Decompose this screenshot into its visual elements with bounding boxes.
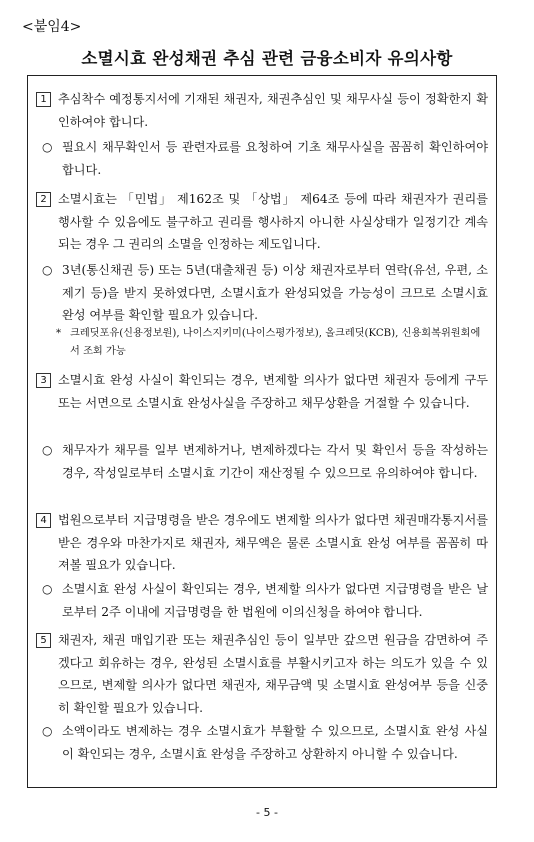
section-text: 추심착수 예정통지서에 기재된 채권자, 채권추심인 및 채무사실 등이 정확한지 확인하여야 합니다. [58, 92, 488, 129]
notice-box [27, 75, 497, 788]
sub-text: 소멸시효 완성 사실이 확인되는 경우, 변제할 의사가 없다면 지급명령을 받은 날로부터 2주 이내에 지급명령을 한 법원에 이의신청을 하여야 합니다. [62, 582, 488, 619]
section-3 [36, 369, 488, 414]
section-text: 소멸시효 완성 사실이 확인되는 경우, 변제할 의사가 없다면 채권자 등에게 구두 또는 서면으로 소멸시효 완성사실을 주장하고 채무상환을 거절할 수 있습니다. [58, 373, 488, 410]
section-1-sub [42, 136, 488, 181]
section-5 [36, 629, 488, 719]
section-text: 소멸시효는 「민법」 제162조 및 「상법」 제64조 등에 따라 채권자가 권리를 행사할 수 있음에도 불구하고 권리를 행사하지 아니한 사실상태가 일정기간 계속되는 경우 그 권리의 소멸을 인정하는 제도입니다. [58, 192, 488, 251]
bullet-mark: ○ [42, 443, 53, 457]
note-text: 크레딧포유(신용정보원), 나이스지키미(나이스평가정보), 올크레딧(KCB), 신용회복위원회에서 조회 가능 [70, 328, 481, 357]
section-number: 4 [36, 513, 51, 528]
bullet-mark: ○ [42, 140, 53, 154]
section-text: 채권자, 채권 매입기관 또는 채권추심인 등이 일부만 갚으면 원금을 감면하여 주겠다고 회유하는 경우, 완성된 소멸시효를 부활시키고자 하는 의도가 있을 수 있으므로, 변제할 의사가 없다면 채권자, 채무금액 및 소멸시효 완성여부 등을 신중히 확인할 필요가 있습니다. [58, 633, 488, 715]
section-number: 5 [36, 633, 51, 648]
section-number: 3 [36, 373, 51, 388]
section-5-sub [42, 720, 488, 765]
section-4 [36, 509, 488, 577]
bullet-mark: ○ [42, 724, 53, 738]
section-2-sub [42, 259, 488, 327]
page-title: 소멸시효 완성채권 추심 관련 금융소비자 유의사항 [81, 49, 453, 68]
section-4-sub [42, 578, 488, 623]
sub-text: 채무자가 채무를 일부 변제하거나, 변제하겠다는 각서 및 확인서 등을 작성하는 경우, 작성일로부터 소멸시효 기간이 재산정될 수 있으므로 유의하여야 합니다. [62, 443, 488, 480]
sub-text: 소액이라도 변제하는 경우 소멸시효가 부활할 수 있으므로, 소멸시효 완성 사실이 확인되는 경우, 소멸시효 완성을 주장하고 상환하지 아니할 수 있습니다. [62, 724, 488, 761]
note-mark: * [56, 328, 62, 339]
section-2 [36, 188, 488, 256]
section-3-sub [42, 439, 488, 484]
section-text: 법원으로부터 지급명령을 받은 경우에도 변제할 의사가 없다면 채권매각통지서를 받은 경우와 마찬가지로 채권자, 채무액은 물론 소멸시효 완성 여부를 꼼꼼히 따져볼 필요가 있습니다. [58, 513, 488, 572]
bullet-mark: ○ [42, 263, 53, 277]
attachment-label: <붙임4> [22, 19, 82, 35]
sub-text: 3년(통신채권 등) 또는 5년(대출채권 등) 이상 채권자로부터 연락(유선, 우편, 소제기 등)을 받지 못하였다면, 소멸시효가 완성되었을 가능성이 크므로 소멸시효 완성 여부를 확인할 필요가 있습니다. [62, 263, 488, 322]
bullet-mark: ○ [42, 582, 53, 596]
section-2-note [56, 325, 488, 361]
page-number: - 5 - [256, 806, 278, 819]
sub-text: 필요시 채무확인서 등 관련자료를 요청하여 기초 채무사실을 꼼꼼히 확인하여야 합니다. [62, 140, 488, 177]
section-number: 1 [36, 92, 51, 107]
section-1 [36, 88, 488, 133]
section-number: 2 [36, 192, 51, 207]
